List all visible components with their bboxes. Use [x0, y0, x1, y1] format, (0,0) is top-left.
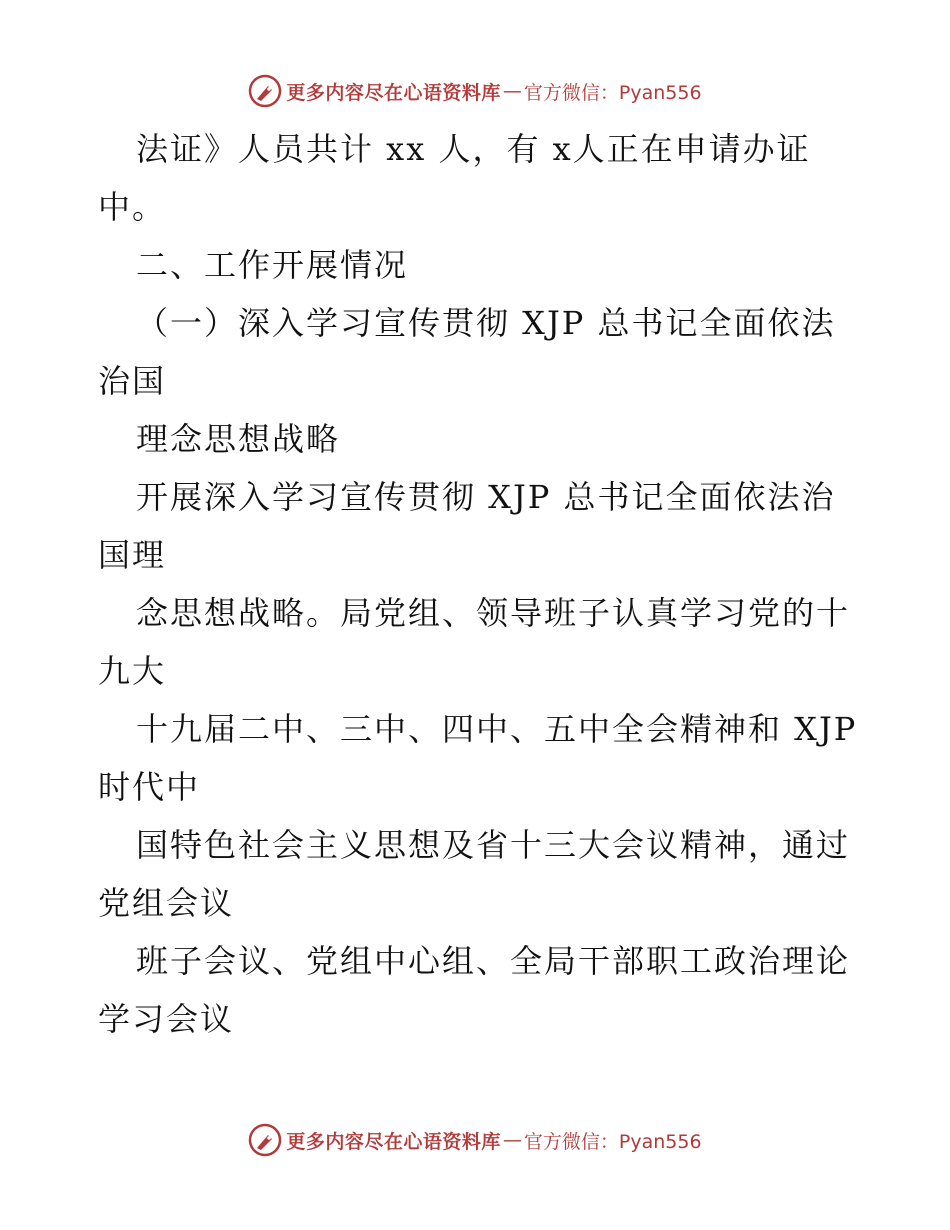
body-line: 开展深入学习宣传贯彻 XJP 总书记全面依法治 [136, 478, 836, 516]
body-line: 法证》人员共计 xx 人，有 x人正在申请办证 [136, 130, 811, 168]
body-line: 国特色社会主义思想及省十三大会议精神，通过 [136, 826, 851, 864]
body-line: 学习会议 [98, 1000, 235, 1038]
body-line: 国理 [98, 536, 167, 574]
body-line: 时代中 [98, 768, 201, 806]
document-body [98, 120, 858, 1048]
body-line: 理念思想战略 [136, 420, 341, 458]
pen-nib-logo-icon [248, 74, 282, 108]
footer-banner [0, 1120, 950, 1160]
banner-wechat: 官方微信：Pyan556 [523, 81, 702, 104]
banner-brand: 更多内容尽在心语资料库 [286, 81, 501, 104]
body-line: 党组会议 [98, 884, 235, 922]
section-heading: 二、工作开展情况 [136, 246, 409, 284]
pen-nib-logo-icon [248, 1123, 282, 1157]
body-line: 九大 [98, 652, 167, 690]
subsection-heading: （一）深入学习宣传贯彻 XJP 总书记全面依法 [136, 304, 836, 342]
banner-brand: 更多内容尽在心语资料库 [286, 1130, 501, 1153]
banner-dash: — [502, 1129, 522, 1151]
body-line: 治国 [98, 362, 167, 400]
body-line: 班子会议、党组中心组、全局干部职工政治理论 [136, 942, 851, 980]
header-banner [0, 71, 950, 111]
banner-dash: — [502, 80, 522, 102]
banner-wechat: 官方微信：Pyan556 [523, 1130, 702, 1153]
body-line: 十九届二中、三中、四中、五中全会精神和 XJP [136, 710, 858, 748]
body-line: 中。 [98, 188, 167, 226]
body-line: 念思想战略。局党组、领导班子认真学习党的十 [136, 594, 851, 632]
